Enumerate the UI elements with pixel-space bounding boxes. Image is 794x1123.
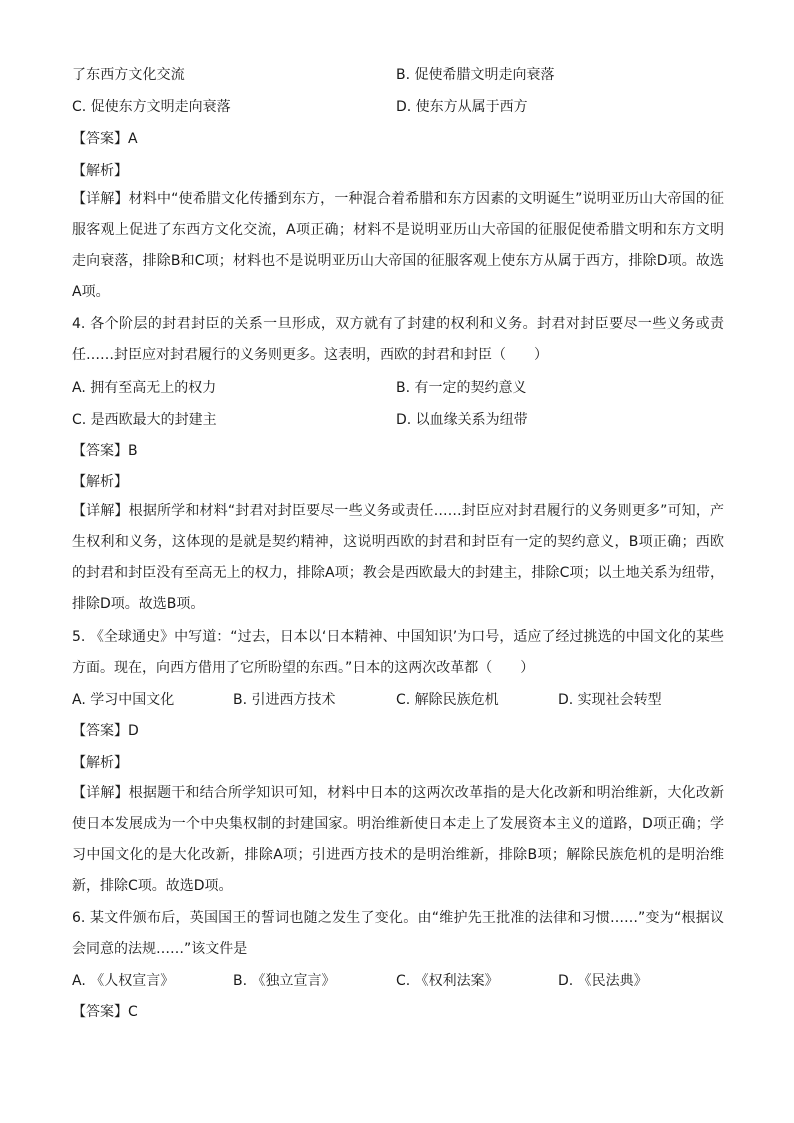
q3-detail: 【详解】材料中“使希腊文化传播到东方，一种混合着希腊和东方因素的文明诞生”说明亚历山大帝国的征服客观上促进了东西方文化交流，A项正确；材料不是说明亚历山大帝国的征服促使希腊文明和东方文明走向衰落，排除B和C项；材料也不是说明亚历山大帝国的征服客观上使东方从属于西方，排除D项。故选A项。	[72, 191, 724, 300]
q5-answer	[72, 716, 139, 746]
answer-value: D	[128, 723, 139, 739]
answer-label: 【答案】	[72, 1004, 128, 1020]
q6-stem: 6. 某文件颁布后，英国国王的誓词也随之发生了变化。由“维护先王批准的法律和习惯……”变为“根据议会同意的法规……”该文件是	[72, 910, 724, 957]
q3-analysis-label: 【解析】	[72, 163, 128, 179]
q4-answer	[72, 436, 138, 466]
q6-option-d: D. 《民法典》	[558, 973, 648, 989]
q4-stem: 4. 各个阶层的封君封臣的关系一旦形成，双方就有了封建的权利和义务。封君对封臣要尽一些义务或责任……封臣应对封君履行的义务则更多。这表明，西欧的封君和封臣（ ）	[72, 316, 724, 363]
q4-analysis-label: 【解析】	[72, 474, 128, 490]
q4-option-c: C. 是西欧最大的封建主	[72, 412, 217, 428]
q3-option-a-continuation: 了东西方文化交流	[72, 67, 185, 83]
q4-detail: 【详解】根据所学和材料“封君对封臣要尽一些义务或责任……封臣应对封君履行的义务则更多”可知，产生权利和义务，这体现的是就是契约精神，这说明西欧的封君和封臣有一定的契约意义，B项正确；西欧的封君和封臣没有至高无上的权力，排除A项；教会是西欧最大的封建主，排除C项；以土地关系为纽带，排除D项。故选B项。	[72, 503, 724, 612]
q6-option-c: C. 《权利法案》	[396, 973, 499, 989]
answer-value: B	[128, 443, 138, 459]
q3-option-d: D. 使东方从属于西方	[396, 99, 528, 115]
answer-label: 【答案】	[72, 723, 128, 739]
q3-answer	[72, 124, 138, 154]
q6-answer	[72, 997, 138, 1027]
q5-option-b: B. 引进西方技术	[233, 692, 336, 708]
q5-stem: 5. 《全球通史》中写道：“过去，日本以‘日本精神、中国知识’为口号，适应了经过挑选的中国文化的某些方面。现在，向西方借用了它所盼望的东西。”日本的这两次改革都（ ）	[72, 629, 724, 676]
q5-option-a: A. 学习中国文化	[72, 692, 175, 708]
answer-label: 【答案】	[72, 131, 128, 147]
q6-option-b: B. 《独立宣言》	[233, 973, 336, 989]
q5-detail: 【详解】根据题干和结合所学知识可知，材料中日本的这两次改革指的是大化改新和明治维新，大化改新使日本发展成为一个中央集权制的封建国家。明治维新使日本走上了发展资本主义的道路，D项正确；学习中国文化的是大化改新，排除A项；引进西方技术的是明治维新，排除B项；解除民族危机的是明治维新，排除C项。故选D项。	[72, 785, 724, 894]
q5-analysis-label: 【解析】	[72, 755, 128, 771]
q4-option-d: D. 以血缘关系为纽带	[396, 412, 528, 428]
q3-option-b: B. 促使希腊文明走向衰落	[396, 67, 555, 83]
q6-option-a: A. 《人权宣言》	[72, 973, 175, 989]
answer-value: A	[128, 131, 138, 147]
q4-option-a: A. 拥有至高无上的权力	[72, 380, 217, 396]
answer-label: 【答案】	[72, 443, 128, 459]
q5-option-c: C. 解除民族危机	[396, 692, 499, 708]
q3-option-c: C. 促使东方文明走向衰落	[72, 99, 231, 115]
answer-value: C	[128, 1004, 138, 1020]
q5-option-d: D. 实现社会转型	[558, 692, 662, 708]
q4-option-b: B. 有一定的契约意义	[396, 380, 527, 396]
